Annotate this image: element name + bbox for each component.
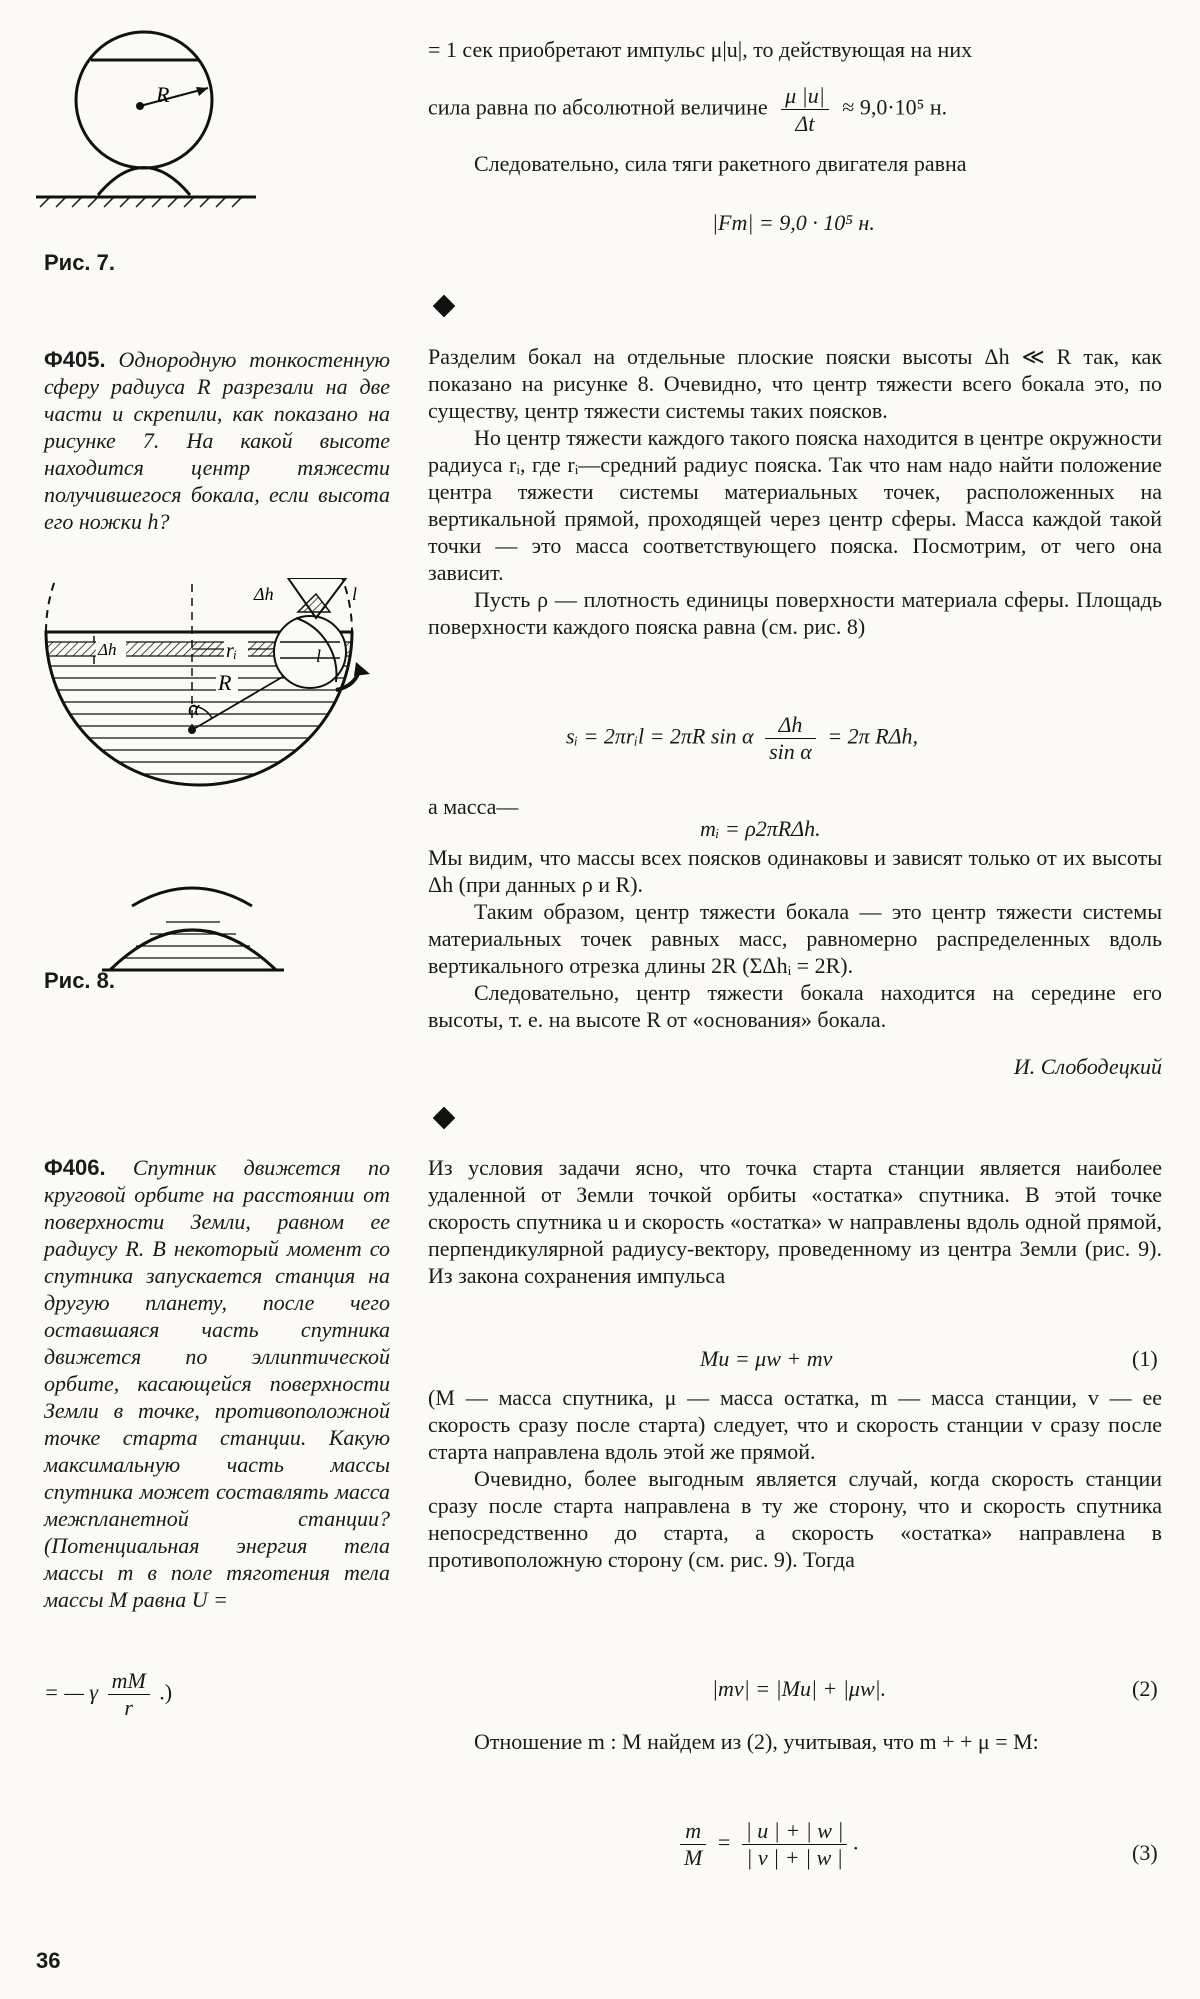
- top-line-3: Следовательно, сила тяги ракетного двигателя равна: [474, 151, 967, 176]
- top-line-2: [428, 82, 1162, 137]
- problem-406-formula-den: r: [124, 1695, 133, 1720]
- solution-405-mass-label: а масса—: [428, 794, 519, 819]
- solution-405-p1: Разделим бокал на отдельные плоские пояски высоты Δh ≪ R так, как показано на рисунке 8. Очевидно, что центр тяжести всего бокала это, по существу, центр тяжести системы таких поясков.: [428, 344, 1162, 423]
- top-force-equation: |Fт| = 9,0 · 10⁵ н.: [712, 210, 875, 235]
- solution-406-eq3: $\frac{m}{M}$ = $\frac{| u | + | w |}{| v | + | w |}$ .: [680, 1818, 858, 1871]
- figure-7: [36, 20, 266, 225]
- solution-406-eq3-tail: .: [852, 1829, 859, 1855]
- solution-405-eq-area: [566, 712, 918, 765]
- problem-405-id: Ф405.: [44, 347, 106, 372]
- problem-406-formula-prefix: = — γ: [44, 1679, 99, 1705]
- solution-405-p5: Таким образом, центр тяжести бокала — это центр тяжести системы материальных точек равных масс, равномерно распределенных вдоль вертикального отрезка длины 2R (ΣΔhᵢ = 2R).: [428, 899, 1162, 978]
- solution-405-eq-mass: mᵢ = ρ2πRΔh.: [700, 816, 821, 841]
- top-fraction: [781, 82, 829, 137]
- problem-405: [44, 346, 390, 535]
- solution-406-eq3-number: (3): [1132, 1840, 1158, 1865]
- figure-8-label-l-inner: l: [316, 646, 322, 666]
- section-marker-diamond: [433, 1107, 456, 1130]
- solution-406-eq3-left-den: M: [684, 1845, 703, 1870]
- section-marker-diamond: [433, 295, 456, 318]
- solution-406-eq3-right: [742, 1818, 848, 1871]
- solution-406-eq2-number: (2): [1132, 1676, 1158, 1701]
- problem-406-formula-num: mM: [108, 1668, 150, 1695]
- solution-405-eq-area-den: sin α: [769, 739, 812, 764]
- solution-406-p3: Очевидно, более выгодным является случай, когда скорость станции сразу после старта направлена в ту же сторону, что и скорость спутника непосредственно до старта, а скорость «остатка» направлена в противоположную сторону (см. рис. 9). Тогда: [428, 1466, 1162, 1572]
- solution-406-eq3-left: [680, 1818, 706, 1871]
- problem-406-formula-frac: [108, 1668, 150, 1721]
- problem-405-text: Однородную тонкостенную сферу радиуса R разрезали на две части и скрепили, как показано на рисунке 7. На какой высоте находится центр тяжести получившегося бокала, если высота его ножки h?: [44, 347, 390, 534]
- top-line-1: = 1 сек приобретают импульс μ|u|, то действующая на них: [428, 37, 973, 62]
- problem-406-formula: [44, 1668, 172, 1721]
- solution-405-eq-area-left: sᵢ = 2πrᵢl = 2πR sin α: [566, 723, 754, 749]
- solution-406-p1-block: [428, 1154, 1162, 1289]
- top-fraction-num: μ |u|: [781, 82, 829, 110]
- solution-406-eq3-num: | u | + | w |: [742, 1818, 848, 1845]
- solution-405-eq-area-frac: [765, 712, 816, 765]
- solution-406-eq1: Mu = μw + mv: [700, 1346, 833, 1371]
- top-fraction-den: Δt: [795, 111, 815, 136]
- solution-405-eq-area-right: = 2π RΔh,: [827, 723, 919, 749]
- solution-406-p1: Из условия задачи ясно, что точка старта станции является наиболее удаленной от Земли точкой орбиты «остатка» спутника. В этой точке скорость спутника u и скорость «остатка» w направлены вдоль одной прямой, перпендикулярной радиусу-вектору, проведенному из центра Земли (рис. 9). Из закона сохранения импульса: [428, 1155, 1162, 1288]
- solution-406-eq3-den: | v | + | w |: [746, 1845, 843, 1870]
- solution-406-p2: (M — масса спутника, μ — масса остатка, m — масса станции, v — ее скорость сразу после старта) следует, что и скорость станции v сразу после старта направлена вдоль этой же прямой.: [428, 1385, 1163, 1464]
- figure-8-label-dh-left: Δh: [98, 640, 117, 659]
- problem-406-formula-suffix: .): [159, 1679, 173, 1705]
- top-line-2-suffix: ≈ 9,0·10⁵ н.: [842, 94, 948, 120]
- page-number: 36: [36, 1948, 61, 1973]
- solution-406-eq2: |mv| = |Mu| + |μw|.: [712, 1676, 887, 1701]
- figure-8-label-r: R: [218, 670, 232, 695]
- problem-406-text: Спутник движется по круговой орбите на расстоянии от поверхности Земли, равном ее радиусу R. В некоторый момент со спутника запускается станция на другую планету, после чего оставшаяся часть спутника движется по эллиптической орбите, касающейся поверхности Земли в точке, противоположной точке старта станции. Какую максимальную часть массы спутника может составлять масса межпланетной станции? (Потенциальная энергия тела массы m в поле тяготения тела массы M равна U =: [44, 1155, 390, 1612]
- solution-406-p4-block: [428, 1728, 1162, 1755]
- figure-8: [40, 578, 400, 978]
- figure-7-caption: Рис. 7.: [44, 250, 116, 275]
- figure-8-label-l-inset: l: [352, 584, 358, 604]
- top-continuation: [428, 36, 1162, 63]
- solution-406-eq1-number: (1): [1132, 1346, 1158, 1371]
- solution-405: [428, 343, 1162, 640]
- figure-7-label-r: R: [156, 82, 170, 107]
- figure-8-label-ri: rᵢ: [226, 640, 237, 662]
- figure-8-label-alpha: α: [188, 695, 200, 720]
- problem-406-id: Ф406.: [44, 1155, 106, 1180]
- author-signature: И. Слободецкий: [1013, 1054, 1162, 1079]
- figure-8-label-dh-inset: Δh: [254, 584, 274, 604]
- solution-406-eq3-left-num: m: [680, 1818, 706, 1845]
- solution-405-p6: Следовательно, центр тяжести бокала находится на середине его высоты, т. е. на высоте R от «основания» бокала.: [428, 980, 1162, 1032]
- figure-8-caption: Рис. 8.: [44, 968, 116, 993]
- solution-405-p3: Пусть ρ — плотность единицы поверхности материала сферы. Площадь поверхности каждого пояска равна (см. рис. 8): [428, 587, 1162, 639]
- problem-406: [44, 1154, 390, 1613]
- solution-406-middle: [428, 1384, 1162, 1573]
- top-line-2-prefix: сила равна по абсолютной величине: [428, 94, 768, 120]
- solution-405-p2: Но центр тяжести каждого такого пояска находится в центре окружности радиуса rᵢ, где rᵢ—средний радиус пояска. Так что нам надо найти положение центра тяжести системы материальных точек, расположенных на вертикальной прямой, проходящей через центр сферы. Масса каждой такой точки — это масса соответствующего пояска. Посмотрим, от чего она зависит.: [428, 425, 1162, 585]
- solution-405-rest: [428, 844, 1162, 1033]
- solution-406-p4: Отношение m : M найдем из (2), учитывая, что m + + μ = M:: [474, 1729, 1039, 1754]
- solution-405-eq-area-num: Δh: [765, 712, 816, 739]
- solution-405-p4: Мы видим, что массы всех поясков одинаковы и зависят только от их высоты Δh (при данных ρ и R).: [428, 845, 1162, 897]
